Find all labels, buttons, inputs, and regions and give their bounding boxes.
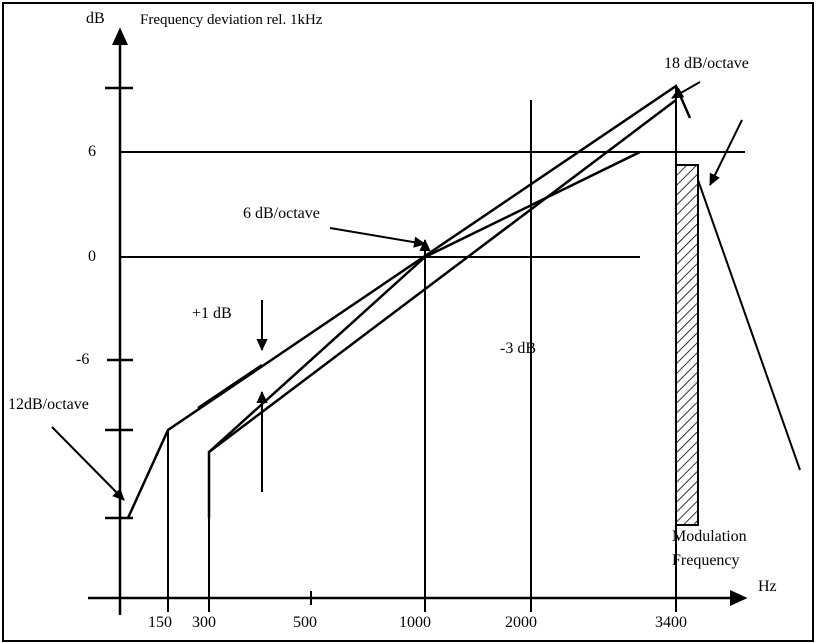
leader-modulation [698, 180, 800, 470]
modulation-frequency-band [676, 165, 698, 525]
series-inner-segment [198, 365, 262, 408]
annotation-modulation: Modulation [672, 528, 747, 545]
leader-6db [330, 228, 425, 244]
x-tick-label-150: 150 [148, 614, 172, 631]
annotation-12db-octave: 12dB/octave [8, 396, 89, 413]
x-tick-label-300: 300 [192, 614, 216, 631]
y-tick-label-0: 0 [88, 248, 96, 265]
y-tick-label-6: 6 [88, 143, 96, 160]
x-tick-label-2000: 2000 [505, 614, 537, 631]
x-axis-label: Hz [758, 578, 777, 595]
annotation-6db-octave: 6 dB/octave [243, 205, 320, 222]
y-tick-label-m6: -6 [76, 351, 90, 368]
chart-title: Frequency deviation rel. 1kHz [140, 12, 323, 28]
annotation-frequency: Frequency [672, 552, 740, 569]
x-tick-label-1000: 1000 [399, 614, 431, 631]
annotation-18db-octave: 18 dB/octave [664, 55, 749, 72]
y-axis-label: dB [86, 10, 105, 27]
annotation-plus1db: +1 dB [192, 305, 232, 322]
leader-12db [52, 427, 124, 500]
annotation-minus3db: -3 dB [500, 340, 536, 357]
x-tick-label-3400: 3400 [655, 614, 687, 631]
x-tick-label-500: 500 [293, 614, 317, 631]
